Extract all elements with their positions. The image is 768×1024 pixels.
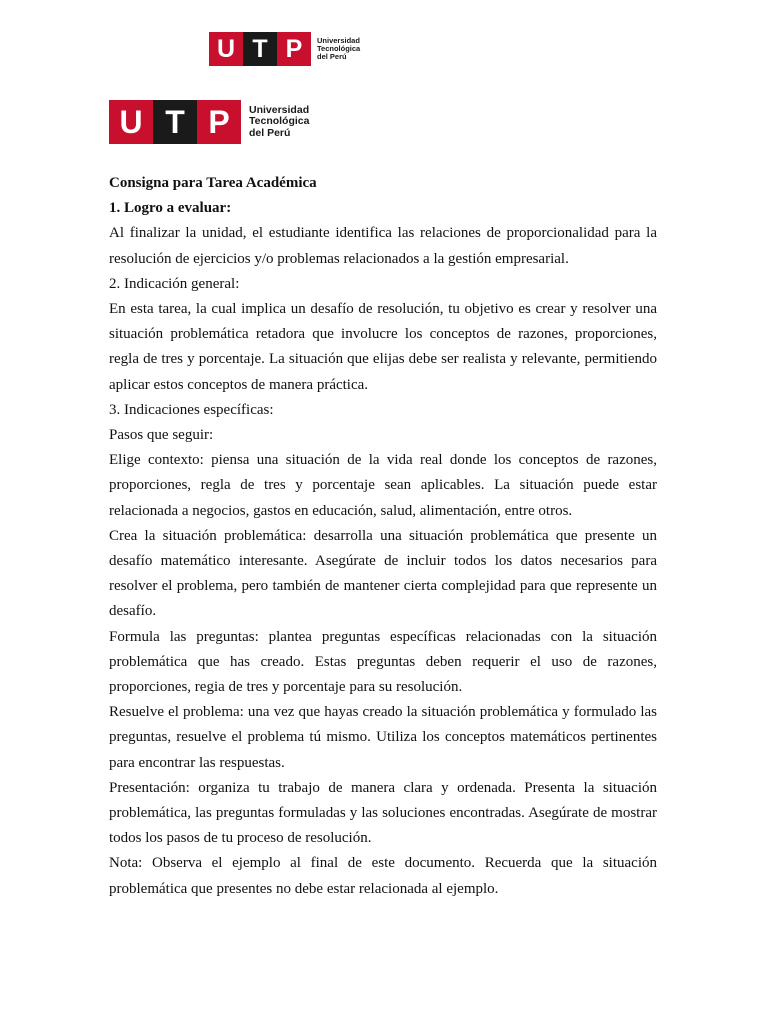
logo-letter-u: U <box>209 32 243 66</box>
logo-letter-t: T <box>243 32 277 66</box>
logo-wordmark <box>317 37 360 61</box>
section-3-heading: 3. Indicaciones específicas: <box>109 401 274 418</box>
section-1-text: Al finalizar la unidad, el estudiante identifica las relaciones de proporcionalidad para la resolución de ejercicios y/o problemas relacionados a la gestión empresarial. <box>109 225 657 267</box>
logo-line-3: del Perú <box>249 126 291 139</box>
step-solve: Resuelve el problema: una vez que hayas creado la situación problemática y formulado las preguntas, resuelve el problema tú mismo. Utiliza los conceptos matemáticos pertinentes para encontrar las respuestas. <box>109 704 657 771</box>
logo-line-2: Tecnológica <box>317 44 361 54</box>
logo-letter-p: P <box>277 32 311 66</box>
step-questions: Formula las preguntas: plantea preguntas específicas relacionadas con la situación problemática que has creado. Estas preguntas deben requerir el uso de razones, proporciones, regia de tres y porcentaje para su resolución. <box>109 628 657 696</box>
logo-line-1: Universidad <box>249 104 310 117</box>
steps-heading: Pasos que seguir: <box>109 427 214 444</box>
logo-letter-u: U <box>109 100 153 144</box>
step-create: Crea la situación problemática: desarrolla una situación problemática que presente un desafío matemático interesante. Asegúrate de incluir todos los datos necesarios para resolver el problema, pero también de mantener cierta complejidad para que represente un desafío. <box>109 527 657 620</box>
document-title: Consigna para Tarea Académica <box>109 175 317 191</box>
document-body <box>109 171 657 902</box>
logo-line-1: Universidad <box>317 36 360 46</box>
logo-line-3: del Perú <box>317 51 347 61</box>
section-2-heading: 2. Indicación general: <box>109 275 240 292</box>
section-1-heading: 1. Logro a evaluar: <box>109 200 232 217</box>
note-paragraph: Nota: Observa el ejemplo al final de este documento. Recuerda que la situación problemática que presentes no debe estar relacionada al ejemplo. <box>109 855 657 897</box>
utp-logo-large <box>109 100 309 144</box>
step-context: Elige contexto: piensa una situación de la vida real donde los conceptos de razones, proporciones, regla de tres y porcentaje sean aplicables. La situación puede estar relacionada a negocios, gastos en educación, salud, alimentación, entre otros. <box>109 452 657 519</box>
logo-letter-p: P <box>197 100 241 144</box>
logo-wordmark <box>249 105 309 138</box>
section-2-text: En esta tarea, la cual implica un desafío de resolución, tu objetivo es crear y resolver una situación problemática retadora que involucre los conceptos de razones, proporciones, regla de tres y porcentaje. La situación que elijas debe ser realista y relevante, permitiendo aplicar estos conceptos de manera práctica. <box>109 301 657 393</box>
utp-logo-small <box>209 32 360 66</box>
logo-line-2: Tecnológica <box>249 115 310 128</box>
step-present: Presentación: organiza tu trabajo de manera clara y ordenada. Presenta la situación problemática, las preguntas formuladas y las soluciones encontradas. Asegúrate de mostrar todos los pasos de tu proceso de resolución. <box>109 779 657 847</box>
logo-letter-t: T <box>153 100 197 144</box>
